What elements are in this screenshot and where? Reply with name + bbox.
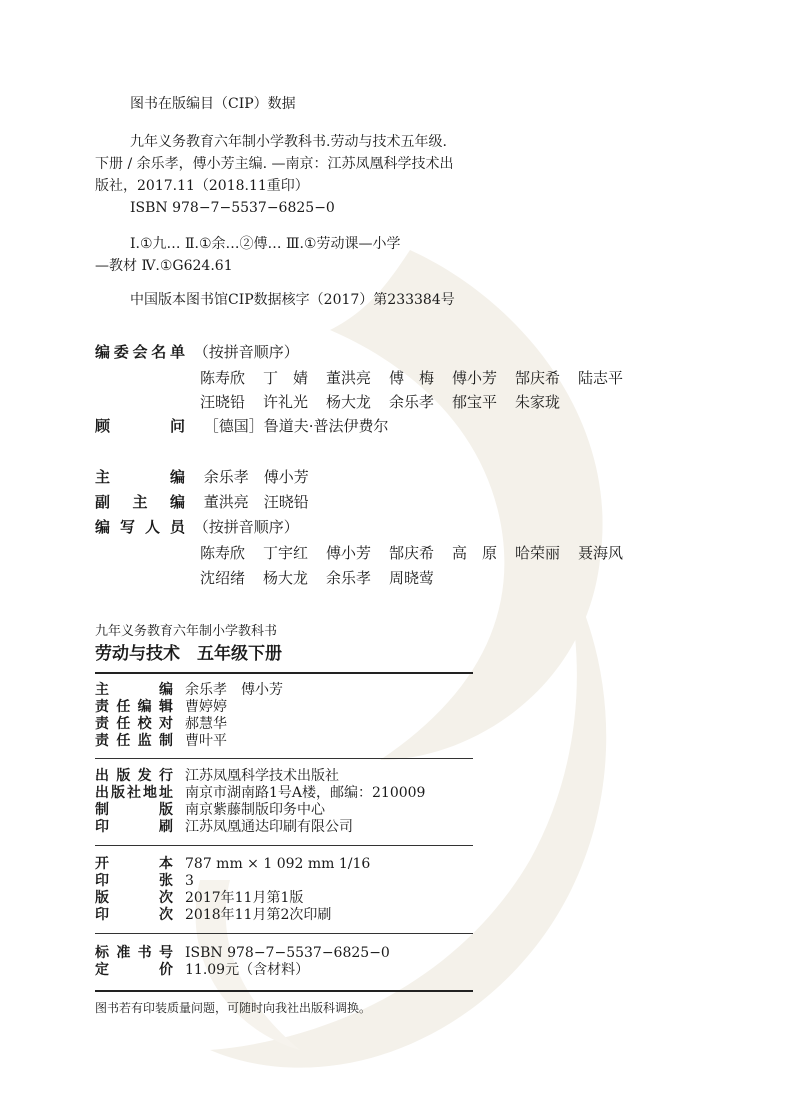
cip-number: 中国版本图书馆CIP数据核字（2017）第233384号 — [130, 292, 455, 308]
committee-member: 朱家珑 — [515, 393, 561, 411]
deputy-editor-value: 董洪亮 汪晓铅 — [203, 493, 309, 511]
credits-block — [95, 682, 283, 750]
writer-member: 傅小芳 — [326, 544, 372, 562]
publisher-row: 出版发行 江苏凤凰科学技术出版社 — [95, 768, 339, 784]
writer-member: 高 原 — [452, 544, 498, 562]
isbn-row: 标准书号 ISBN 978−7−5537−6825−0 — [95, 945, 390, 961]
cip-line-3: 版社，2017.11（2018.11重印） — [95, 178, 309, 194]
publisher-row: 制版 南京紫藤制版印务中心 — [95, 802, 325, 818]
writer-member: 聂海风 — [578, 544, 624, 562]
divider — [95, 672, 473, 674]
writers-row-1 — [200, 541, 641, 565]
writers-header — [95, 515, 299, 539]
deputy-editor-row — [95, 490, 309, 514]
committee-member: 傅 梅 — [389, 369, 435, 387]
isbn-price-block — [95, 945, 390, 979]
credit-row: 责任编辑 曹婷婷 — [95, 699, 227, 715]
divider — [95, 933, 473, 934]
writer-member: 沈绍绪 — [200, 569, 246, 587]
spec-row: 开本 787 mm × 1 092 mm 1/16 — [95, 856, 371, 872]
cip-isbn: ISBN 978−7−5537−6825−0 — [130, 200, 335, 216]
divider — [95, 990, 473, 992]
publisher-block — [95, 768, 425, 836]
specs-block — [95, 856, 370, 924]
committee-label: 编委会名单 — [95, 343, 185, 361]
writer-member: 丁宇红 — [263, 544, 309, 562]
writers-label: 编写人员 — [95, 518, 185, 536]
committee-row-2 — [200, 390, 578, 414]
writer-member: 哈荣丽 — [515, 544, 561, 562]
spec-row: 印次 2018年11月第2次印刷 — [95, 907, 332, 923]
price-row: 定价 11.09元（含材料） — [95, 962, 310, 978]
credit-row: 主编 余乐孝 傅小芳 — [95, 682, 283, 698]
writer-member: 陈寿欣 — [200, 544, 246, 562]
advisor-label: 顾 问 — [95, 417, 185, 435]
writers-row-2 — [200, 566, 452, 590]
committee-member: 傅小芳 — [452, 369, 498, 387]
committee-member: 陈寿欣 — [200, 369, 246, 387]
cip-classification-1: Ⅰ.①九… Ⅱ.①余…②傅… Ⅲ.①劳动课—小学 — [130, 236, 401, 252]
cip-line-2: 下册 / 余乐孝，傅小芳主编. —南京：江苏凤凰科学技术出 — [95, 156, 454, 172]
committee-member: 郜庆希 — [515, 369, 561, 387]
committee-header — [95, 340, 299, 364]
writer-member: 周晓莺 — [389, 569, 435, 587]
committee-member: 许礼光 — [263, 393, 309, 411]
cip-line-1: 九年义务教育六年制小学教科书.劳动与技术五年级. — [130, 134, 447, 150]
committee-row-1 — [200, 366, 641, 390]
committee-note: （按拼音顺序） — [193, 343, 299, 361]
book-series: 九年义务教育六年制小学教科书 — [95, 624, 278, 639]
editor-in-chief-row — [95, 465, 309, 489]
committee-member: 杨大龙 — [326, 393, 372, 411]
publisher-row: 印刷 江苏凤凰通达印刷有限公司 — [95, 819, 353, 835]
writer-member: 余乐孝 — [326, 569, 372, 587]
writer-member: 杨大龙 — [263, 569, 309, 587]
editor-in-chief-label: 主 编 — [95, 468, 185, 486]
divider — [95, 758, 473, 759]
credit-row: 责任校对 郝慧华 — [95, 716, 227, 732]
writer-member: 郜庆希 — [389, 544, 435, 562]
committee-member: 余乐孝 — [389, 393, 435, 411]
divider — [95, 845, 473, 846]
cip-classification-2: —教材 Ⅳ.①G624.61 — [95, 258, 233, 274]
book-title: 劳动与技术 五年级下册 — [95, 644, 282, 664]
committee-member: 郁宝平 — [452, 393, 498, 411]
advisor-row — [95, 414, 389, 438]
spec-row: 印张 3 — [95, 873, 194, 889]
writers-note: （按拼音顺序） — [193, 518, 299, 536]
advisor-value: ［德国］鲁道夫·普法伊费尔 — [203, 417, 389, 435]
committee-member: 丁 婧 — [263, 369, 309, 387]
credit-row: 责任监制 曹叶平 — [95, 733, 227, 749]
spec-row: 版次 2017年11月第1版 — [95, 890, 304, 906]
publisher-row: 出版社地址 南京市湖南路1号A楼，邮编：210009 — [95, 785, 426, 801]
committee-member: 汪晓铅 — [200, 393, 246, 411]
committee-member: 董洪亮 — [326, 369, 372, 387]
footer-note: 图书若有印装质量问题，可随时向我社出版科调换。 — [95, 1001, 372, 1015]
deputy-editor-label: 副 主 编 — [95, 493, 185, 511]
cip-heading: 图书在版编目（CIP）数据 — [130, 96, 296, 112]
editor-in-chief-value: 余乐孝 傅小芳 — [203, 468, 309, 486]
committee-member: 陆志平 — [578, 369, 624, 387]
